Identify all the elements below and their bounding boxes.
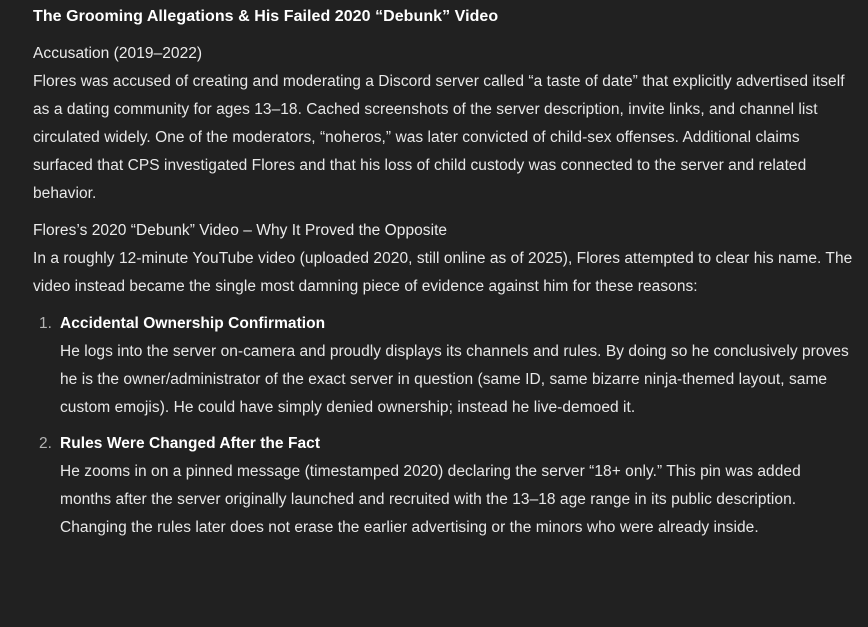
section-paragraph: Flores was accused of creating and moderating a Discord server called “a taste of date” that explicitly advertised itself as a dating community for ages 13–18. Cached screenshots of the server description, invite links, and channel list circulated widely. One of the moderators, “noheros,” was later convicted of child-sex offenses. Additional claims surfaced that CPS investigated Flores and that his loss of child custody was connected to the server and related behavior. — [33, 73, 845, 202]
section-heading: Flores’s 2020 “Debunk” Video – Why It Proved the Opposite — [33, 222, 448, 239]
message-title: The Grooming Allegations & His Failed 2020 “Debunk” Video — [33, 8, 499, 25]
section-paragraph: In a roughly 12-minute YouTube video (uploaded 2020, still online as of 2025), Flores attempted to clear his name. The video instead became the single most damning piece of evidence against him for these reasons: — [33, 250, 853, 295]
reasons-list — [33, 310, 853, 542]
list-number: 1. — [39, 315, 53, 332]
section-heading: Accusation (2019–2022) — [33, 45, 203, 62]
list-item — [33, 430, 853, 542]
list-item — [33, 310, 853, 422]
section-debunk-video — [33, 217, 853, 301]
section-accusation — [33, 40, 853, 208]
chat-message-body — [33, 3, 853, 550]
list-item-text: He logs into the server on-camera and proudly displays its channels and rules. By doing so he conclusively proves he is the owner/administrator of the exact server in question (same ID, same bizarre ninja-themed layout, same custom emojis). He could have simply denied ownership; instead he live-demoed it. — [60, 343, 849, 416]
list-item-text: He zooms in on a pinned message (timestamped 2020) declaring the server “18+ only.” This pin was added months after the server originally launched and recruited with the 13–18 age range in its public description. Changing the rules later does not erase the earlier advertising or the minors who were already inside. — [60, 463, 801, 536]
list-item-title: Accidental Ownership Confirmation — [60, 315, 326, 332]
list-item-title: Rules Were Changed After the Fact — [60, 435, 321, 452]
list-number: 2. — [39, 435, 53, 452]
